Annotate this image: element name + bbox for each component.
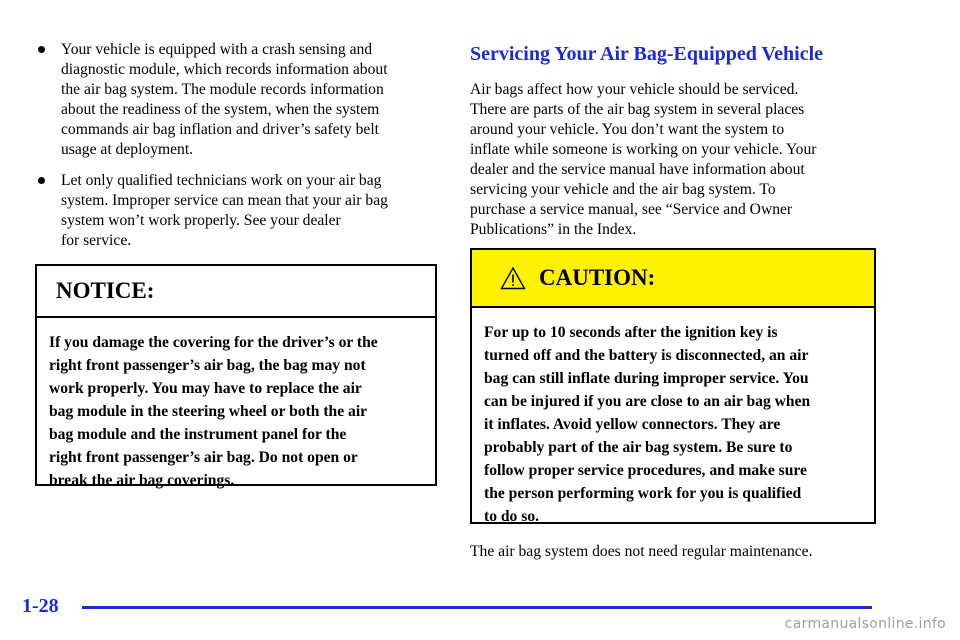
caution-body [472, 308, 874, 528]
bullet-line: the air bag system. The module records information [61, 81, 384, 98]
notice-line: right front passenger’s air bag. Do not open or [49, 449, 358, 466]
notice-line: bag module in the steering wheel or both the air [49, 403, 368, 420]
bullet-line: system. Improper service can mean that your air bag [61, 192, 388, 209]
closing-sentence: The air bag system does not need regular maintenance. [470, 543, 813, 560]
bullet-line: usage at deployment. [61, 141, 194, 158]
notice-line: bag module and the instrument panel for the [49, 426, 347, 443]
paragraph-line: servicing your vehicle and the air bag system. To [470, 181, 776, 198]
paragraph-line: There are parts of the air bag system in several places [470, 101, 805, 118]
caution-line: turned off and the battery is disconnected, an air [484, 347, 809, 364]
bullet-line: Let only qualified technicians work on your air bag [61, 172, 382, 189]
body-paragraph [470, 80, 880, 240]
notice-line: break the air bag coverings. [49, 472, 235, 489]
notice-line: If you damage the covering for the driver’s or the [49, 334, 378, 351]
caution-line: probably part of the air bag system. Be sure to [484, 439, 793, 456]
caution-line: can be injured if you are close to an air bag when [484, 393, 811, 410]
notice-box [35, 264, 437, 489]
left-column [35, 40, 440, 262]
page-number: 1-28 [22, 595, 59, 617]
notice-line: right front passenger’s air bag, the bag may not [49, 357, 366, 374]
bullet-list [35, 40, 440, 251]
paragraph-line: purchase a service manual, see “Service and Owner [470, 201, 793, 218]
paragraph-line: inflate while someone is working on your vehicle. Your [470, 141, 817, 158]
section-heading: Servicing Your Air Bag-Equipped Vehicle [470, 43, 824, 65]
caution-box [470, 248, 876, 524]
bullet-line: for service. [61, 232, 132, 249]
paragraph-line: around your vehicle. You don’t want the system to [470, 121, 785, 138]
bullet-dot-icon [38, 46, 45, 53]
caution-heading: CAUTION: [539, 265, 656, 290]
paragraph-line: Air bags affect how your vehicle should be serviced. [470, 81, 799, 98]
notice-body [37, 318, 435, 492]
bullet-line: about the readiness of the system, when the system [61, 101, 380, 118]
caution-line: the person performing work for you is qualified [484, 485, 802, 502]
bullet-line: Your vehicle is equipped with a crash sensing and [61, 41, 373, 58]
caution-line: For up to 10 seconds after the ignition key is [484, 324, 778, 341]
footer-rule [82, 606, 872, 609]
bullet-line: system won’t work properly. See your dealer [61, 212, 341, 229]
bullet-line: commands air bag inflation and driver’s safety belt [61, 121, 379, 138]
bullet-item [35, 171, 440, 251]
watermark-text: carmanualsonline.info [784, 616, 946, 632]
notice-heading: NOTICE: [37, 266, 435, 318]
caution-line: follow proper service procedures, and make sure [484, 462, 807, 479]
paragraph-line: dealer and the service manual have information about [470, 161, 805, 178]
caution-line: it inflates. Avoid yellow connectors. They are [484, 416, 781, 433]
bullet-line: diagnostic module, which records information about [61, 61, 388, 78]
bullet-item [35, 40, 440, 160]
caution-line: bag can still inflate during improper service. You [484, 370, 809, 387]
caution-header [472, 250, 874, 308]
notice-line: work properly. You may have to replace the air [49, 380, 362, 397]
caution-line: to do so. [484, 508, 540, 525]
bullet-dot-icon [38, 177, 45, 184]
warning-triangle-icon [500, 266, 526, 290]
paragraph-line: Publications” in the Index. [470, 221, 637, 238]
